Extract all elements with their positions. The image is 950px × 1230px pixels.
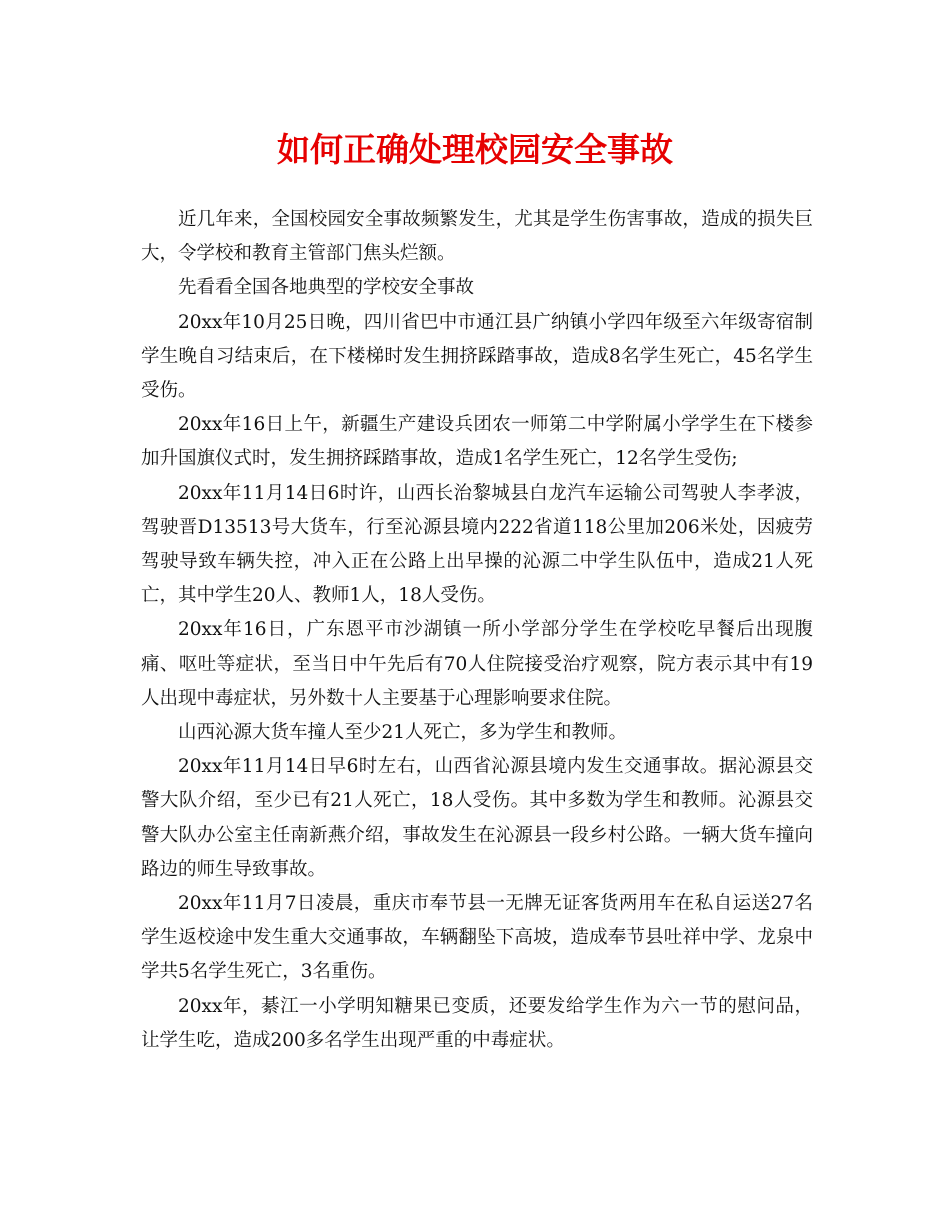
document-body: [141, 203, 813, 1058]
paragraph-qijiang-candy: 20xx年，綦江一小学明知糖果已变质，还要发给学生作为六一节的慰问品，让学生吃，造成200多名学生出现严重的中毒症状。: [141, 995, 813, 1051]
paragraph-xinjiang-stampede: 20xx年16日上午，新疆生产建设兵团农一师第二中学附属小学学生在下楼参加升国旗仪式时，发生拥挤踩踏事故，造成1名学生死亡，12名学生受伤;: [141, 414, 813, 470]
paragraph-sichuan-stampede: 20xx年10月25日晚，四川省巴中市通江县广纳镇小学四年级至六年级寄宿制学生晚自习结束后，在下楼梯时发生拥挤踩踏事故，造成8名学生死亡，45名学生受伤。: [141, 311, 813, 402]
paragraph-qinyuan-summary: 山西沁源大货车撞人至少21人死亡，多为学生和教师。: [178, 722, 628, 744]
paragraph-overview-heading: 先看看全国各地典型的学校安全事故: [178, 277, 475, 299]
paragraph-guangdong-poisoning: 20xx年16日，广东恩平市沙湖镇一所小学部分学生在学校吃早餐后出现腹痛、呕吐等症状，至当日中午先后有70人住院接受治疗观察，院方表示其中有19人出现中毒症状，另外数十人主要基于心理影响要求住院。: [141, 619, 813, 709]
document-title: 如何正确处理校园安全事故: [277, 130, 673, 169]
paragraph-intro: 近几年来，全国校园安全事故频繁发生，尤其是学生伤害事故，造成的损失巨大，令学校和教育主管部门焦头烂额。: [141, 209, 813, 265]
paragraph-shanxi-truck: 20xx年11月14日6时许，山西长治黎城县白龙汽车运输公司驾驶人李孝波，驾驶晋D13513号大货车，行至沁源县境内222省道118公里加206米处，因疲劳驾驶导致车辆失控，冲入正在公路上出早操的沁源二中学生队伍中，造成21人死亡，其中学生20人、教师1人，18人受伤。: [141, 482, 813, 607]
paragraph-qinyuan-detail: 20xx年11月14日早6时左右，山西省沁源县境内发生交通事故。据沁源县交警大队介绍，至少已有21人死亡，18人受伤。其中多数为学生和教师。沁源县交警大队办公室主任南新燕介绍，事故发生在沁源县一段乡村公路。一辆大货车撞向路边的师生导致事故。: [141, 756, 813, 880]
paragraph-chongqing-accident: 20xx年11月7日凌晨，重庆市奉节县一无牌无证客货两用车在私自运送27名学生返校途中发生重大交通事故，车辆翻坠下高坡，造成奉节县吐祥中学、龙泉中学共5名学生死亡，3名重伤。: [141, 893, 813, 983]
